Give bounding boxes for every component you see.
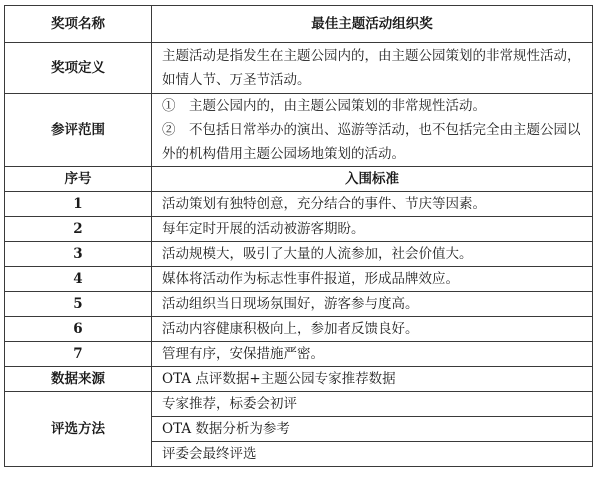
award-name-row [5, 6, 593, 43]
award-scope-row [5, 94, 593, 167]
criteria-index: 3 [5, 242, 152, 267]
data-source-value: OTA 点评数据+主题公园专家推荐数据 [152, 367, 593, 392]
criteria-index: 2 [5, 217, 152, 242]
award-name-label: 奖项名称 [5, 6, 152, 43]
selection-row [5, 392, 593, 417]
criteria-index: 6 [5, 317, 152, 342]
selection-label: 评选方法 [5, 392, 152, 467]
criteria-standard-header: 入围标准 [152, 167, 593, 192]
award-scope-value [152, 94, 593, 167]
criteria-text: 活动规模大，吸引了大量的人流参加，社会价值大。 [152, 242, 593, 267]
award-name-value: 最佳主题活动组织奖 [152, 6, 593, 43]
award-definition-label: 奖项定义 [5, 43, 152, 94]
selection-step: 专家推荐，标委会初评 [152, 392, 593, 417]
criteria-text: 活动策划有独特创意，充分结合的事件、节庆等因素。 [152, 192, 593, 217]
criteria-text: 活动内容健康积极向上，参加者反馈良好。 [152, 317, 593, 342]
criteria-index: 7 [5, 342, 152, 367]
criteria-index: 5 [5, 292, 152, 317]
criteria-text: 活动组织当日现场氛围好，游客参与度高。 [152, 292, 593, 317]
selection-step: OTA 数据分析为参考 [152, 417, 593, 442]
selection-step: 评委会最终评选 [152, 442, 593, 467]
award-table [4, 5, 593, 467]
criteria-index-header: 序号 [5, 167, 152, 192]
table-row [5, 342, 593, 367]
scope-item: ① 主题公园内的，由主题公园策划的非常规性活动。 [162, 98, 486, 114]
criteria-text: 管理有序，安保措施严密。 [152, 342, 593, 367]
scope-item: ② 不包括日常举办的演出、巡游等活动，也不包括完全由主题公园以外的机构借用主题公园场地策划的活动。 [162, 122, 581, 162]
table-row [5, 217, 593, 242]
table-row [5, 192, 593, 217]
table-row [5, 317, 593, 342]
criteria-index: 4 [5, 267, 152, 292]
award-definition-row [5, 43, 593, 94]
award-definition-value: 主题活动是指发生在主题公园内的，由主题公园策划的非常规性活动，如情人节、万圣节活动。 [152, 43, 593, 94]
data-source-label: 数据来源 [5, 367, 152, 392]
data-source-row [5, 367, 593, 392]
table-row [5, 267, 593, 292]
criteria-text: 每年定时开展的活动被游客期盼。 [152, 217, 593, 242]
criteria-index: 1 [5, 192, 152, 217]
award-scope-label: 参评范围 [5, 94, 152, 167]
criteria-header-row [5, 167, 593, 192]
table-row [5, 292, 593, 317]
table-row [5, 242, 593, 267]
criteria-text: 媒体将活动作为标志性事件报道，形成品牌效应。 [152, 267, 593, 292]
